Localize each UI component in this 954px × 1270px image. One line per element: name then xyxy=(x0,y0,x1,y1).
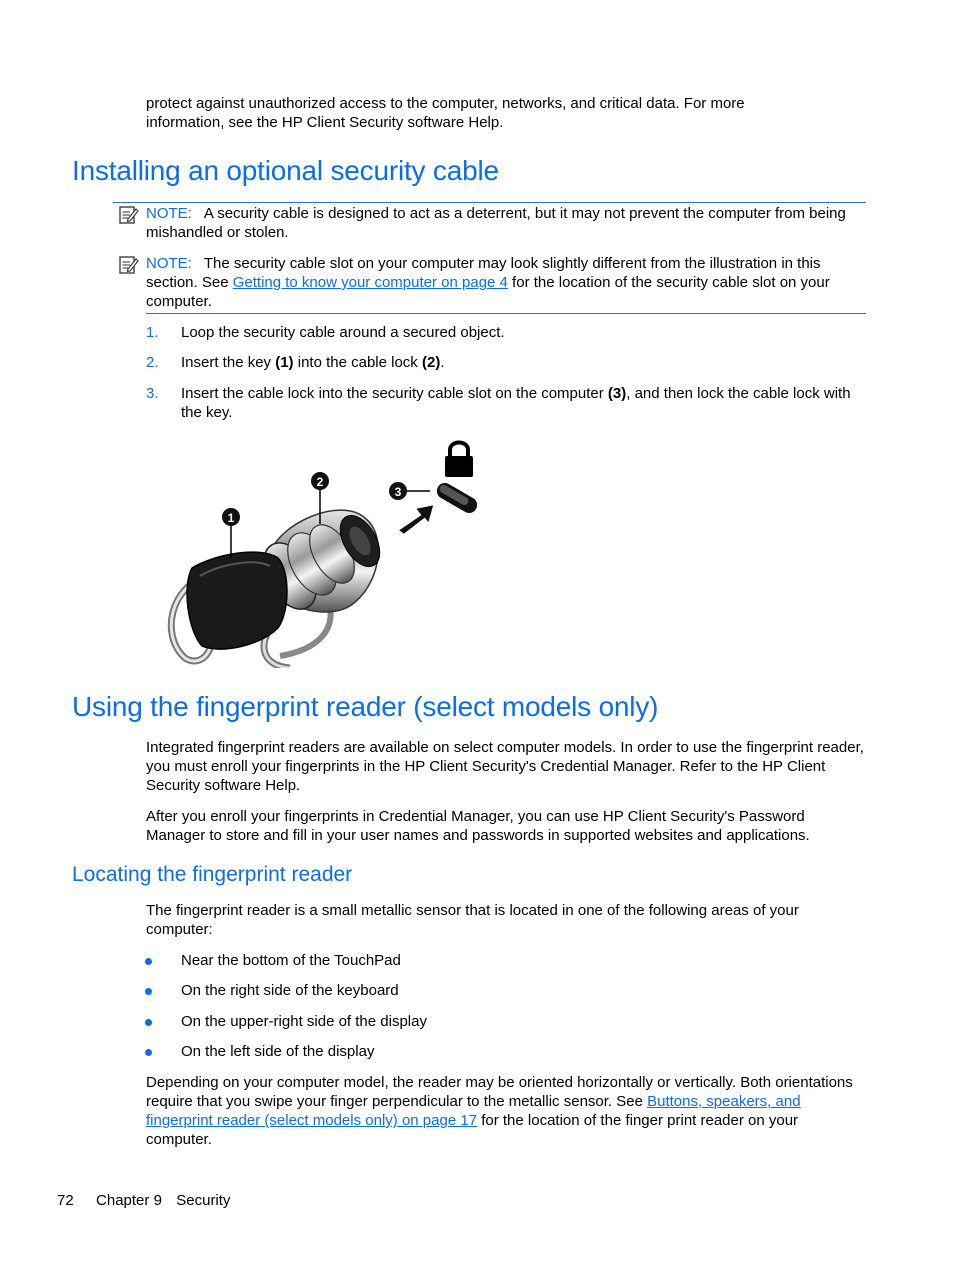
note-text: A security cable is designed to act as a deterrent, but it may not prevent the computer from being mishandled or stolen. xyxy=(146,205,846,241)
paragraph: Depending on your computer model, the reader may be oriented horizontally or vertically. Both orientations require that you swipe your finger perpendicular to the metallic sensor. See Buttons, speakers, and fingerprint reader (select models only) on page 17 for the location of the finger print reader on your computer. xyxy=(146,1074,853,1148)
step-number: 2. xyxy=(146,354,159,371)
bullet-icon xyxy=(145,958,152,965)
paragraph: Integrated fingerprint readers are available on select computer models. In order to use the fingerprint reader, you must enroll your fingerprints in the HP Client Security's Credential Manager. Refer to the HP Client Security software Help. xyxy=(146,739,864,794)
intro-line-1: protect against unauthorized access to the computer, networks, and critical data. For more xyxy=(146,95,745,112)
bullet-icon xyxy=(145,1049,152,1056)
list-item: On the upper-right side of the display xyxy=(181,1013,427,1030)
paragraph: The fingerprint reader is a small metallic sensor that is located in one of the following areas of your computer: xyxy=(146,902,799,938)
page-footer xyxy=(57,1191,230,1210)
note-2 xyxy=(146,254,866,311)
step-text: Insert the key (1) into the cable lock (2). xyxy=(181,354,445,371)
note-label: NOTE: xyxy=(146,255,192,272)
arrow-icon xyxy=(396,505,436,534)
intro-line-2: information, see the HP Client Security software Help. xyxy=(146,114,504,131)
security-cable-illustration xyxy=(160,436,490,668)
cable-slot-icon xyxy=(434,480,480,516)
list-item: On the left side of the display xyxy=(181,1043,375,1060)
section-heading-fingerprint-reader: Using the fingerprint reader (select models only) xyxy=(72,691,659,722)
subsection-heading-locating: Locating the fingerprint reader xyxy=(72,863,353,886)
padlock-icon xyxy=(445,443,473,478)
list-item: Near the bottom of the TouchPad xyxy=(181,952,401,969)
bullet-icon xyxy=(145,988,152,995)
note-1 xyxy=(146,204,866,242)
step-text: Loop the security cable around a secured object. xyxy=(181,324,505,341)
paragraph: After you enroll your fingerprints in Credential Manager, you can use HP Client Security's Password Manager to store and fill in your user names and passwords in supported websites and applications. xyxy=(146,808,810,844)
chapter-label: Chapter 9 xyxy=(96,1192,162,1209)
bullet-icon xyxy=(145,1019,152,1026)
callout-2-label: 2 xyxy=(316,475,324,489)
list-item: On the right side of the keyboard xyxy=(181,982,399,999)
link-buttons-speakers-fingerprint[interactable]: Buttons, speakers, and fingerprint reader (select models only) on page 17 xyxy=(146,1093,801,1129)
chapter-title: Security xyxy=(176,1192,231,1209)
note-label: NOTE: xyxy=(146,205,192,222)
section-heading-security-cable: Installing an optional security cable xyxy=(72,155,499,186)
intro-paragraph xyxy=(146,94,866,132)
link-getting-to-know-computer[interactable]: Getting to know your computer on page 4 xyxy=(232,274,508,291)
note-text-after: for the location of the security cable slot on your computer. xyxy=(146,274,830,310)
note-icon xyxy=(118,254,140,276)
note-top-rule xyxy=(113,202,866,203)
step-number: 1. xyxy=(146,324,159,341)
note-icon xyxy=(118,204,140,226)
key-icon xyxy=(187,552,287,649)
callout-1-label: 1 xyxy=(227,511,235,525)
callout-3-label: 3 xyxy=(394,485,402,499)
note-bottom-rule xyxy=(146,313,866,314)
step-number: 3. xyxy=(146,385,159,402)
step-text: Insert the cable lock into the security cable slot on the computer (3), and then lock the cable lock with the key. xyxy=(181,385,851,421)
note-text-before: The security cable slot on your computer may look slightly different from the illustration in this section. See xyxy=(146,255,821,291)
page-number: 72 xyxy=(57,1192,74,1209)
